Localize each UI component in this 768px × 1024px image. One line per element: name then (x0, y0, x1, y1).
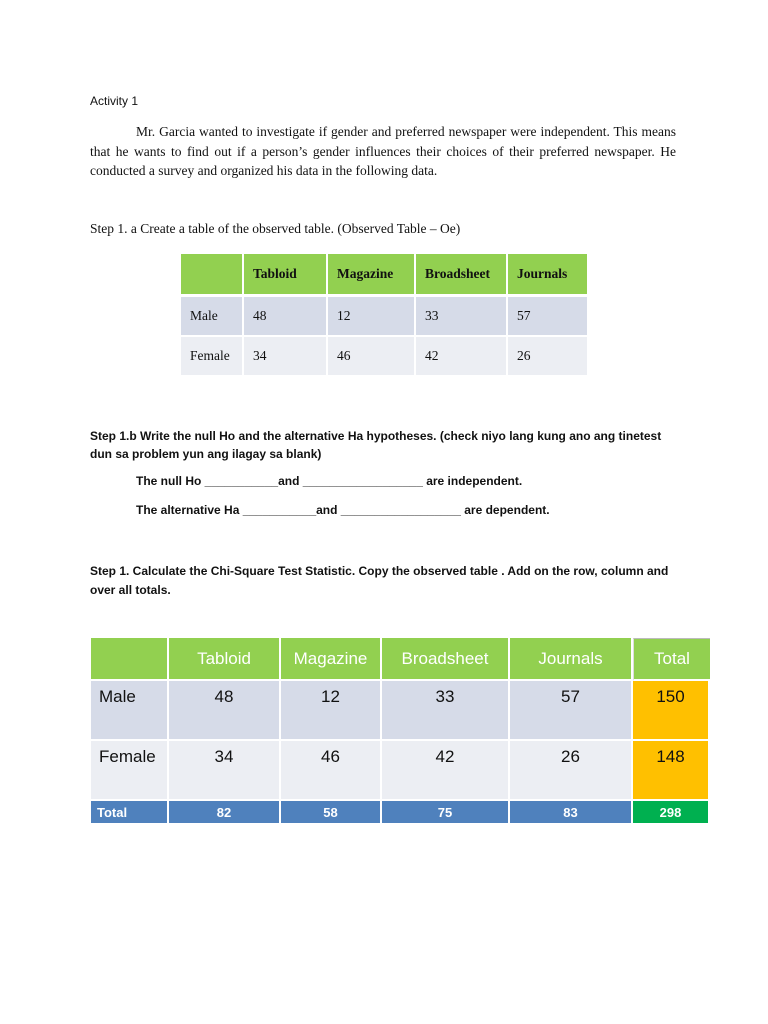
table-cell: 34 (244, 337, 328, 375)
header-magazine: Magazine (281, 638, 382, 681)
column-total-cell: 58 (281, 801, 382, 823)
totals-table-header-row (91, 638, 710, 681)
table-cell: 46 (328, 337, 416, 375)
grand-total-cell: 298 (633, 801, 710, 823)
column-total-cell: 75 (382, 801, 510, 823)
row-total-cell: 150 (633, 681, 710, 741)
column-total-cell: 83 (510, 801, 633, 823)
row-label: Male (91, 681, 169, 741)
table-cell: 12 (328, 297, 416, 337)
table-cell: 57 (510, 681, 633, 741)
step-1c-instruction: Step 1. Calculate the Chi-Square Test Statistic. Copy the observed table . Add on the row, column and over all totals. (90, 564, 669, 597)
header-tabloid: Tabloid (169, 638, 281, 681)
row-label: Female (91, 741, 169, 801)
header-journals: Journals (510, 638, 633, 681)
table-cell: 26 (508, 337, 587, 375)
null-hypothesis-line: The null Ho ___________and __________________ are independent. (136, 474, 523, 488)
table-cell: 46 (281, 741, 382, 801)
row-label: Male (181, 297, 244, 337)
observed-table (181, 254, 587, 375)
table-row (181, 337, 587, 375)
table-cell: 48 (169, 681, 281, 741)
row-total-cell: 148 (633, 741, 710, 801)
table-cell: 57 (508, 297, 587, 337)
activity-title: Activity 1 (90, 94, 139, 108)
table-row (91, 681, 710, 741)
step-1a-instruction: Step 1. a Create a table of the observed table. (Observed Table – Oe) (90, 221, 461, 236)
header-broadsheet: Broadsheet (382, 638, 510, 681)
step-1b-instruction: Step 1.b Write the null Ho and the alternative Ha hypotheses. (check niyo lang kung ano ang tinetest dun sa problem yun ang ilagay sa blank) (90, 429, 662, 461)
header-total: Total (633, 638, 710, 681)
table-cell: 33 (382, 681, 510, 741)
table-cell: 42 (382, 741, 510, 801)
table-cell: 42 (416, 337, 508, 375)
table-cell: 34 (169, 741, 281, 801)
table-cell: 26 (510, 741, 633, 801)
column-totals-row (91, 801, 710, 823)
table-cell: 12 (281, 681, 382, 741)
header-tabloid: Tabloid (244, 254, 328, 297)
header-empty-cell (181, 254, 244, 297)
header-broadsheet: Broadsheet (416, 254, 508, 297)
table-cell: 48 (244, 297, 328, 337)
header-journals: Journals (508, 254, 587, 297)
header-empty-cell (91, 638, 169, 681)
totals-row-label: Total (91, 801, 169, 823)
table-cell: 33 (416, 297, 508, 337)
intro-text: Mr. Garcia wanted to investigate if gender and preferred newspaper were independent. This means that he wants to find out if a person’s gender influences their choices of their preferred newspaper. He conducted a survey and organized his data in the following data. (90, 124, 676, 178)
column-total-cell: 82 (169, 801, 281, 823)
row-label: Female (181, 337, 244, 375)
header-magazine: Magazine (328, 254, 416, 297)
intro-paragraph (90, 122, 676, 181)
table-row (91, 741, 710, 801)
table-row (181, 297, 587, 337)
observed-totals-table (91, 638, 710, 823)
alternative-hypothesis-line: The alternative Ha ___________and __________________ are dependent. (136, 503, 550, 517)
observed-table-header-row (181, 254, 587, 297)
